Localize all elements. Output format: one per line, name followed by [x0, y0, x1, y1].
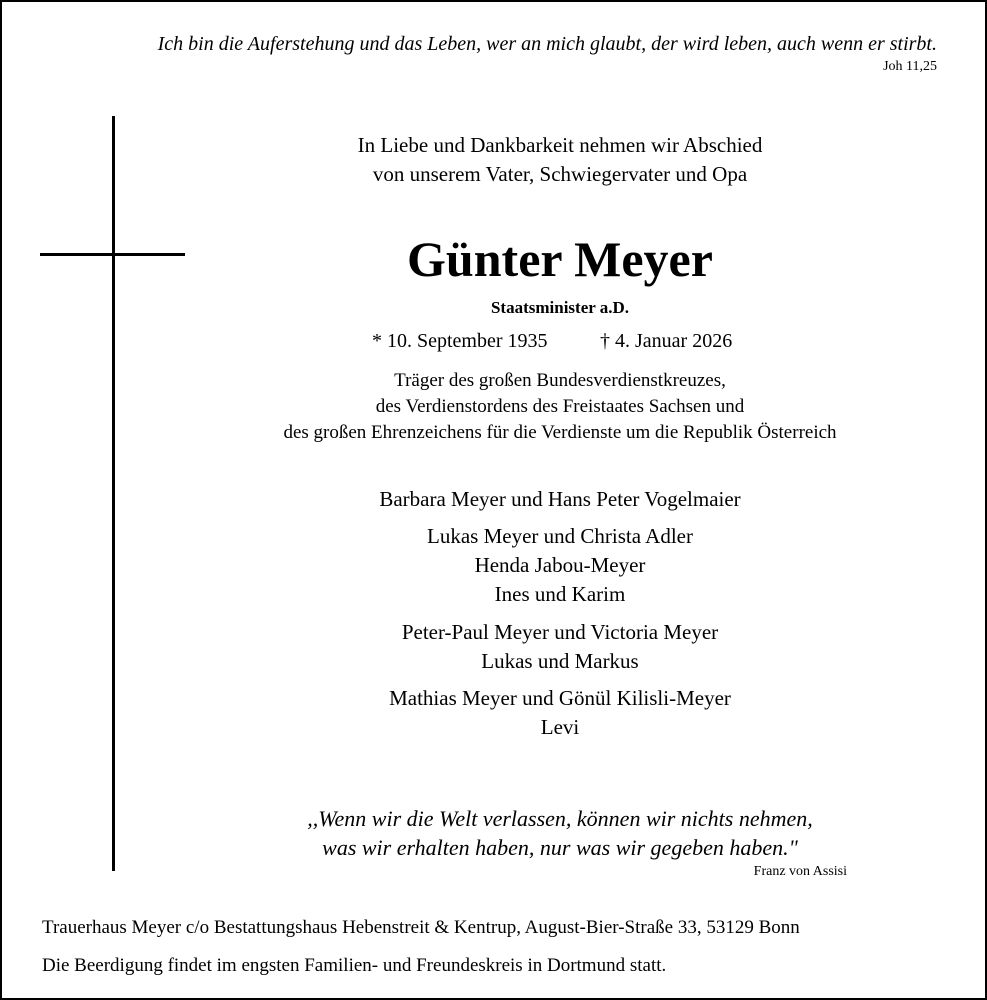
family-member: Henda Jabou-Meyer	[474, 553, 646, 577]
family-member: Levi	[540, 715, 580, 739]
deceased-name: Günter Meyer	[407, 231, 713, 287]
birth-date: * 10. September 1935	[372, 330, 548, 352]
funeral-note: Die Beerdigung findet im engsten Familien- und Freundeskreis in Dortmund statt.	[42, 955, 667, 976]
family-member: Lukas und Markus	[481, 649, 639, 673]
quote-line-1: ,,Wenn wir die Welt verlassen, können wir nichts nehmen,	[307, 806, 813, 831]
family-member: Lukas Meyer und Christa Adler	[427, 524, 693, 548]
honor-line-2: des Verdienstordens des Freistaates Sachsen und	[375, 396, 745, 417]
honor-line-1: Träger des großen Bundesverdienstkreuzes,	[394, 370, 726, 391]
intro-line-1: In Liebe und Dankbarkeit nehmen wir Abschied	[357, 133, 763, 157]
family-member: Ines und Karim	[494, 582, 626, 606]
family-member: Mathias Meyer und Gönül Kilisli-Meyer	[389, 686, 731, 710]
death-date: † 4. Januar 2026	[600, 330, 733, 352]
quote-author: Franz von Assisi	[753, 864, 847, 879]
family-member: Peter-Paul Meyer und Victoria Meyer	[401, 620, 719, 644]
honor-line-3: des großen Ehrenzeichens für die Verdienste um die Republik Österreich	[283, 422, 837, 443]
family-member: Barbara Meyer und Hans Peter Vogelmaier	[379, 487, 741, 511]
bible-verse: Ich bin die Auferstehung und das Leben, wer an mich glaubt, der wird leben, auch wenn er stirbt.	[157, 33, 937, 55]
bible-verse-source: Joh 11,25	[883, 59, 937, 74]
quote-line-2: was wir erhalten haben, nur was wir gegeben haben."	[322, 835, 798, 860]
funeral-home-address: Trauerhaus Meyer c/o Bestattungshaus Hebenstreit & Kentrup, August-Bier-Straße 33, 53129 Bonn	[42, 917, 800, 938]
deceased-title: Staatsminister a.D.	[490, 298, 630, 317]
intro-line-2: von unserem Vater, Schwiegervater und Opa	[372, 162, 748, 186]
